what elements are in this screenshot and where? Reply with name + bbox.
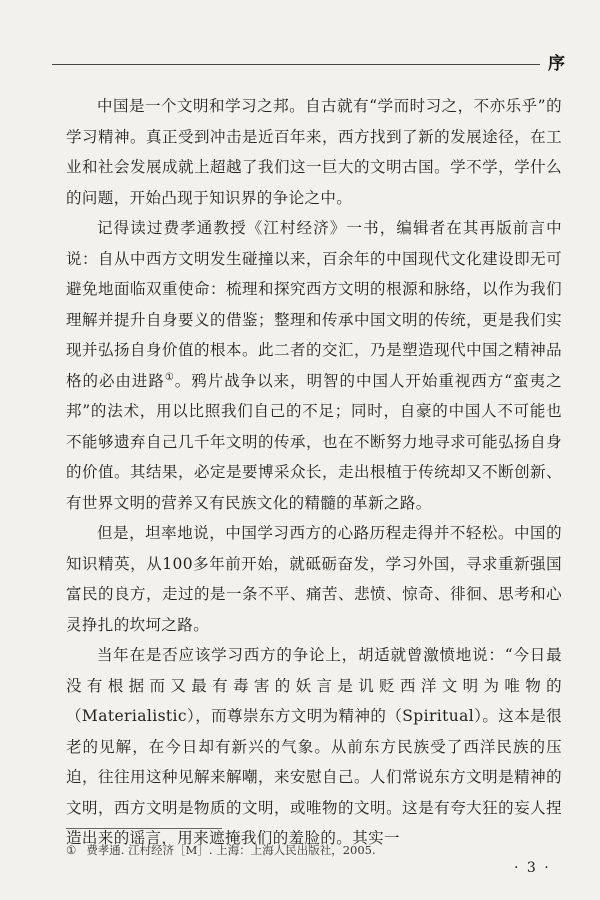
page-number: · 3 ·	[514, 860, 551, 876]
footnote-rule	[66, 828, 222, 829]
paragraph-2-before: 记得读过费孝通教授《江村经济》一书，编辑者在其再版前言中说：自从中西方文明发生碰撞以来，百余年的中国现代文化建设即无可避免地面临双重使命：梳理和探究西方文明的根源和脉络，以作为我们理解并提升自身要义的借鉴；整理和传承中国文明的传统，更是我们实现并弘扬自身价值的根本。此二者的交汇，乃是塑造现代中国之精神品格的必由进路	[66, 219, 562, 390]
paragraph-2	[66, 213, 562, 518]
footnote-marker: ①	[66, 843, 77, 857]
paragraph-3: 但是，坦率地说，中国学习西方的心路历程走得并不轻松。中国的知识精英，从100多年前开始，就砥砺奋发，学习外国，寻求重新强国富民的良方，走过的是一条不平、痛苦、悲愤、惊奇、徘徊、思考和心灵挣扎的坎坷之路。	[66, 524, 562, 634]
paragraph-1: 中国是一个文明和学习之邦。自古就有“学而时习之，不亦乐乎”的学习精神。真正受到冲击是近百年来，西方找到了新的发展途径，在工业和社会发展成就上超越了我们这一巨大的文明古国。学不学，学什么的问题，开始凸现于知识界的争论之中。	[66, 97, 562, 207]
header-rule	[52, 64, 540, 65]
body-text	[66, 91, 562, 854]
footnote-reference[interactable]: ①	[164, 371, 175, 383]
footnote	[66, 842, 536, 858]
footnote-text: 费孝通. 江村经济［M］. 上海：上海人民出版社，2005.	[86, 843, 376, 857]
paragraph-2-after: 。鸦片战争以来，明智的中国人开始重视西方“蛮夷之邦”的法术，用以比照我们自己的不足；同时，自豪的中国人不可能也不能够遗弃自己几千年文明的传承，也在不断努力地寻求可能弘扬自身的价值。其结果，必定是要博采众长，走出根植于传统却又不断创新、有世界文明的营养又有民族文化的精髓的革新之路。	[66, 371, 562, 512]
paragraph-4: 当年在是否应该学习西方的争论上，胡适就曾激愤地说：“今日最没有根据而又最有毒害的妖言是讥贬西洋文明为唯物的（Materialistic），而尊崇东方文明为精神的（Spiritual）。这本是很老的见解，在今日却有新兴的气象。从前东方民族受了西洋民族的压迫，往往用这种见解来解嘲，来安慰自己。人们常说东方文明是精神的文明，西方文明是物质的文明，或唯物的文明。这是有夸大狂的妄人捏造出来的谣言，用来遮掩我们的羞脸的。其实一	[66, 646, 562, 847]
running-header-title: 序	[548, 54, 565, 74]
